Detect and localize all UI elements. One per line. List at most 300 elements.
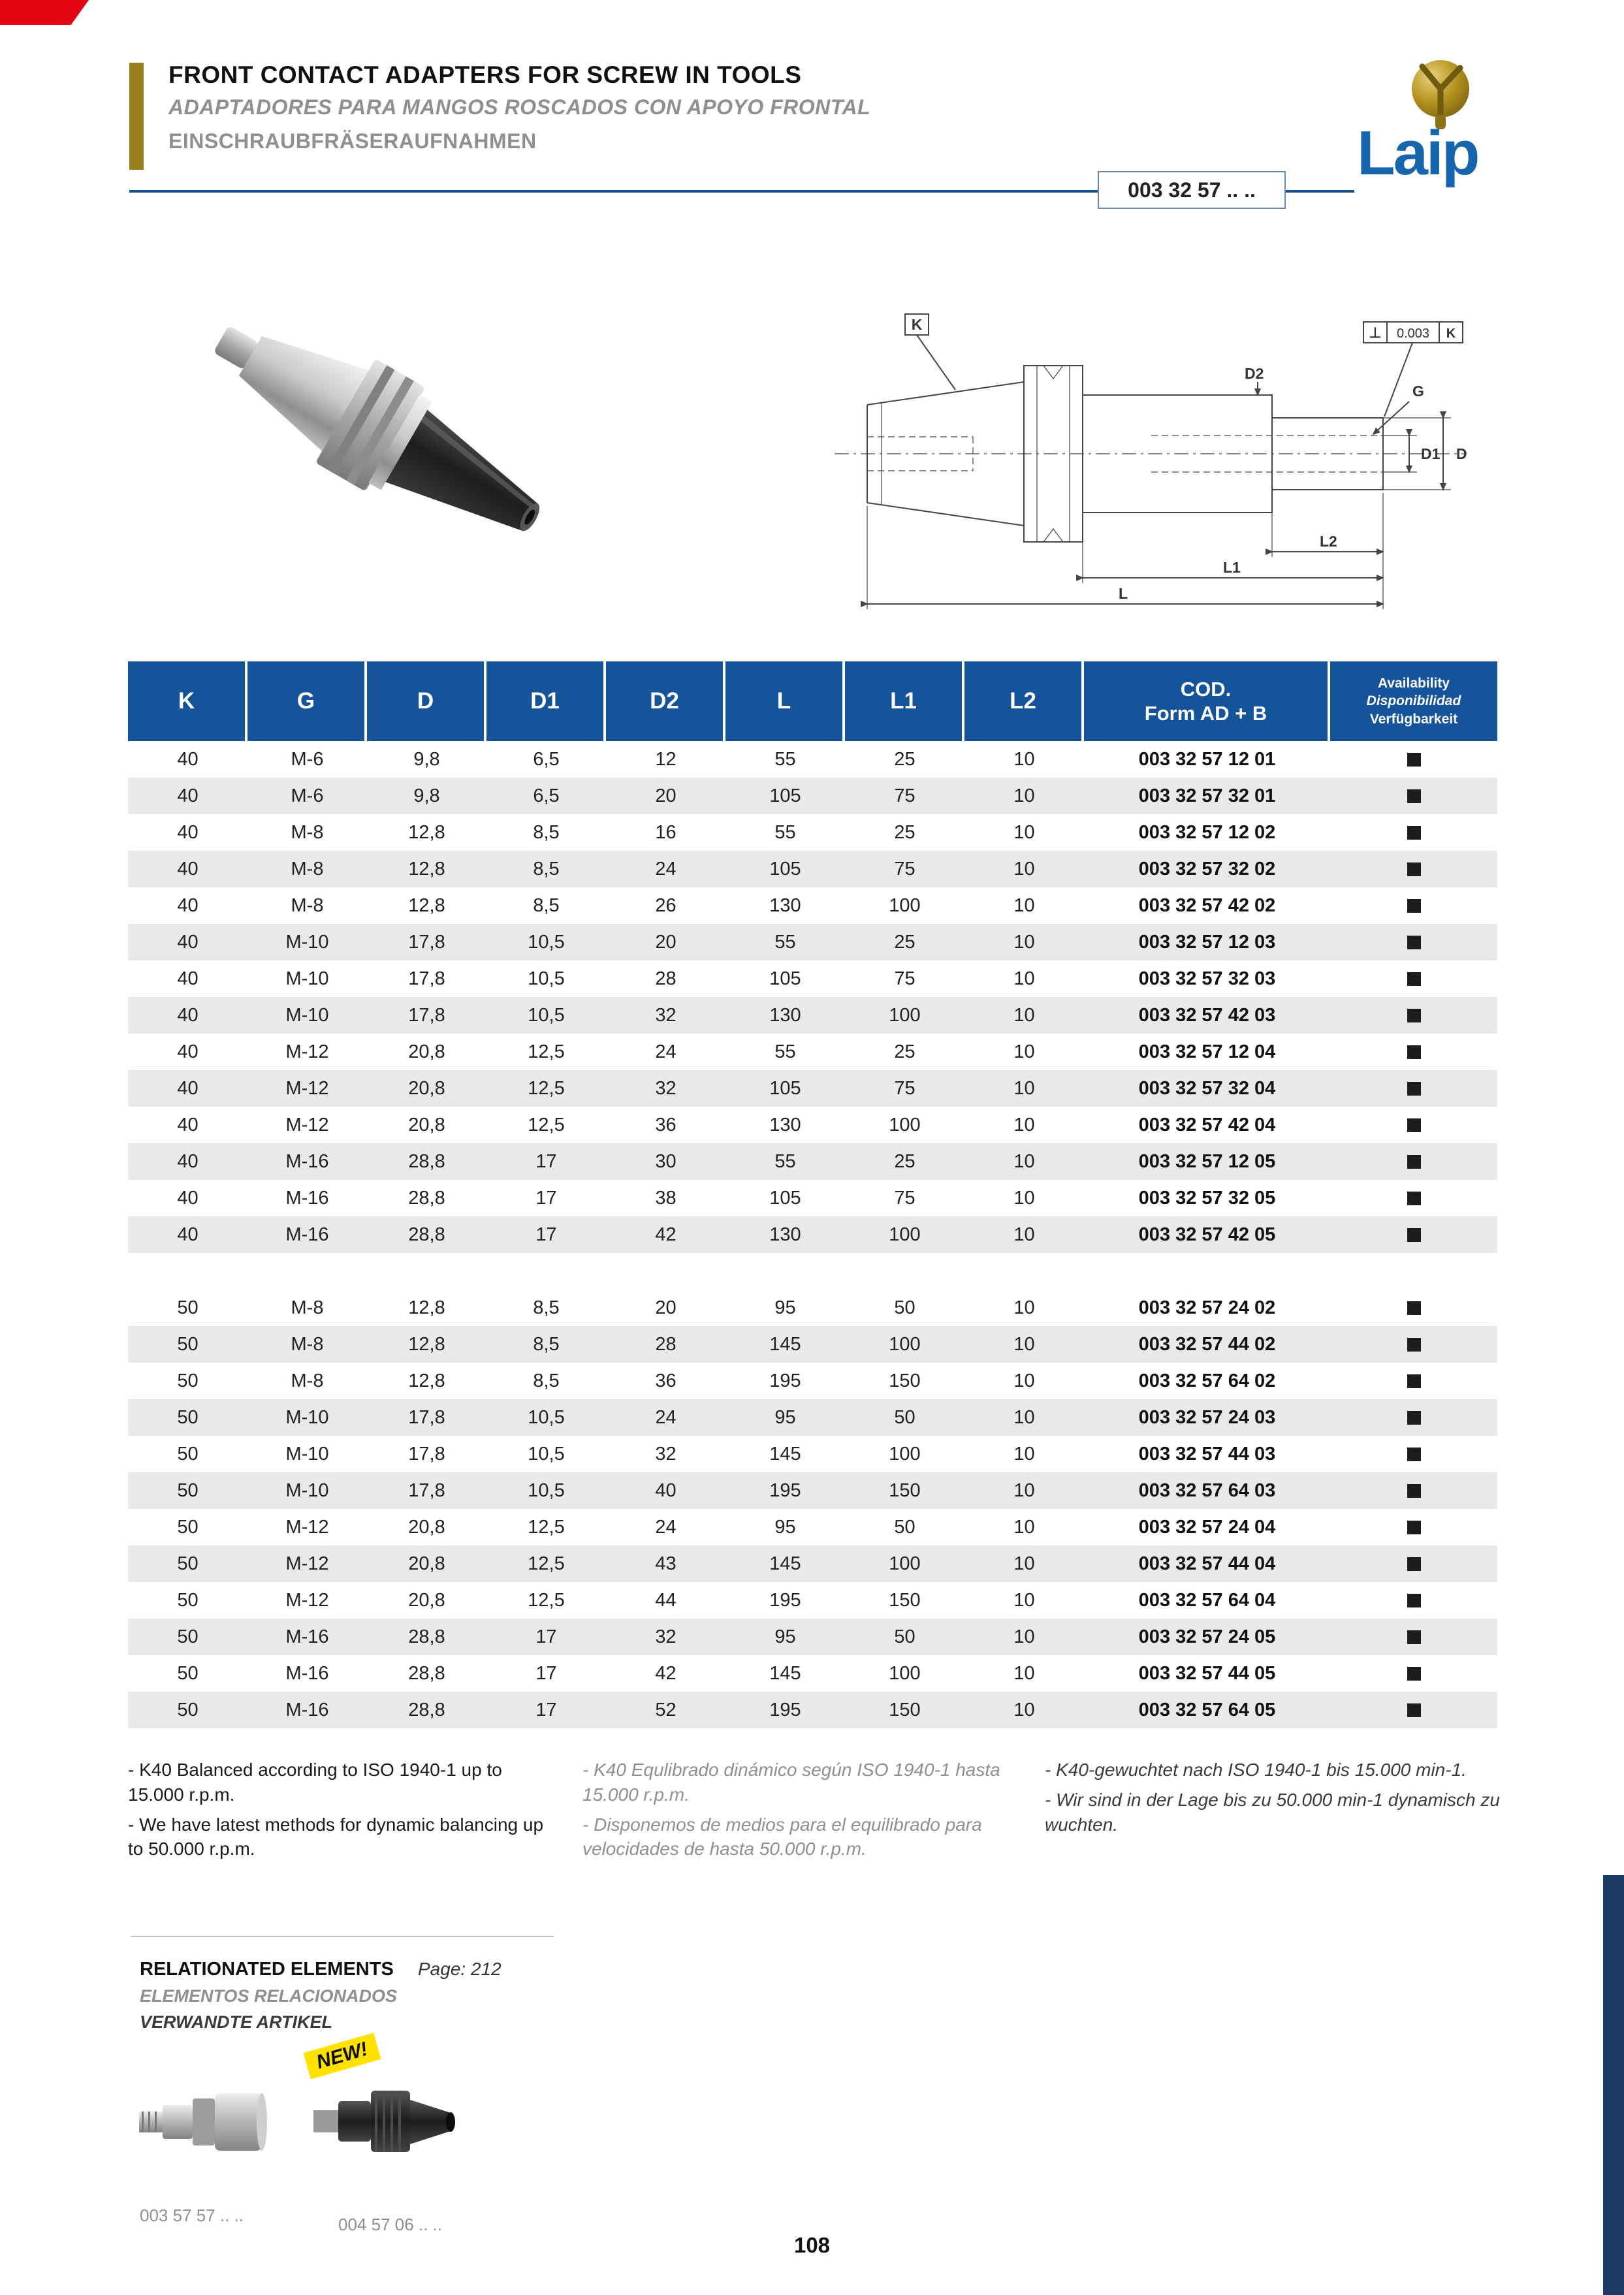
table-row [128,1545,1497,1582]
availability-cell [1330,778,1497,814]
cod-cell: 003 32 57 12 05 [1138,1150,1276,1172]
tolerance-value: 0.003 [1396,326,1430,341]
spec-cell: 10 [1013,1406,1035,1428]
spec-cell: 10 [1013,1297,1035,1318]
spec-cell: 25 [894,1150,915,1172]
col-header-l1: L1 [845,661,964,741]
related-code-2: 004 57 06 .. .. [338,2215,443,2234]
spec-cell: 40 [177,1187,199,1209]
spec-cell: 150 [889,1370,921,1391]
spec-cell: 42 [655,1662,677,1684]
spec-cell: M-10 [285,1004,329,1026]
label-d1: D1 [1421,445,1441,462]
availability-square-icon [1407,1630,1421,1644]
spec-cell: 100 [889,1333,921,1355]
availability-header-de: Verfügbarkeit [1369,711,1458,727]
product-photo [144,274,640,601]
table-row [128,1216,1497,1253]
availability-cell [1330,1034,1497,1070]
spec-cell: 20,8 [408,1553,445,1574]
availability-cell [1330,741,1497,778]
spec-cell: 55 [774,1150,796,1172]
cod-cell: 003 32 57 32 03 [1138,968,1276,989]
availability-square-icon [1407,1338,1421,1352]
cod-cell: 003 32 57 64 05 [1138,1699,1276,1720]
spec-cell: M-8 [291,821,324,843]
spec-cell: 10,5 [528,968,565,989]
availability-square-icon [1407,1594,1421,1607]
spec-cell: 40 [177,894,199,916]
spec-cell: 44 [655,1589,677,1611]
spec-cell: 40 [655,1480,677,1501]
spec-cell: 40 [177,931,199,953]
spec-cell: M-8 [291,1297,324,1318]
spec-cell: 12,5 [528,1041,565,1062]
spec-cell: 12,5 [528,1589,565,1611]
spec-cell: 12,8 [408,894,445,916]
availability-square-icon [1407,1192,1421,1205]
spec-cell: 17,8 [408,1480,445,1501]
spec-cell: 10 [1013,1589,1035,1611]
cod-cell: 003 32 57 24 04 [1138,1516,1276,1538]
table-row [128,1180,1497,1216]
spec-cell: 20,8 [408,1041,445,1062]
spec-cell: 50 [894,1516,915,1538]
spec-cell: 32 [655,1004,677,1026]
label-k: K [911,316,923,333]
spec-cell: 150 [889,1480,921,1501]
product-code-box: 003 32 57 .. .. [1098,171,1286,209]
spec-cell: 10,5 [528,1443,565,1464]
title-accent-bar [129,63,144,170]
spec-cell: 12 [655,748,677,770]
spec-cell: 40 [177,748,199,770]
table-row [128,1619,1497,1655]
spec-cell: 28,8 [408,1150,445,1172]
spec-cell: M-16 [285,1626,329,1647]
label-l: L [1119,585,1128,602]
spec-cell: 17,8 [408,931,445,953]
spec-cell: 42 [655,1224,677,1245]
spec-cell: 10 [1013,821,1035,843]
spec-cell: 24 [655,858,677,879]
table-row [128,778,1497,814]
spec-cell: 95 [774,1406,796,1428]
spec-cell: M-8 [291,1333,324,1355]
cod-header-line2: Form AD + B [1144,702,1267,725]
label-l2: L2 [1320,533,1337,550]
spec-cell: 10 [1013,1114,1035,1135]
cod-cell: 003 32 57 64 02 [1138,1370,1276,1391]
spec-cell: 24 [655,1516,677,1538]
availability-square-icon [1407,899,1421,913]
note-german [1045,1758,1502,1842]
page-title-es: ADAPTADORES PARA MANGOS ROSCADOS CON APOYO FRONTAL [168,95,871,119]
availability-cell [1330,1582,1497,1619]
spec-cell: 25 [894,821,915,843]
spec-cell: 195 [769,1699,801,1720]
cod-cell: 003 32 57 12 01 [1138,748,1276,770]
note-en-line1: - K40 Balanced according to ISO 1940-1 up to 15.000 r.p.m. [128,1760,502,1805]
spec-cell: M-8 [291,858,324,879]
availability-square-icon [1407,1411,1421,1425]
spec-cell: 10 [1013,1150,1035,1172]
spec-cell: M-16 [285,1662,329,1684]
spec-cell: 17 [535,1150,557,1172]
availability-square-icon [1407,789,1421,803]
spec-cell: 50 [894,1626,915,1647]
related-product-photo-1 [134,2057,271,2187]
spec-cell: 55 [774,821,796,843]
related-title-de: VERWANDTE ARTIKEL [140,2012,333,2032]
availability-square-icon [1407,1082,1421,1096]
spec-cell: 32 [655,1443,677,1464]
table-row [128,1034,1497,1070]
availability-square-icon [1407,1448,1421,1461]
table-row [128,1107,1497,1143]
availability-cell [1330,1326,1497,1363]
spec-cell: 55 [774,1041,796,1062]
spec-cell: 17 [535,1224,557,1245]
spec-cell: 50 [177,1333,199,1355]
col-header-k: K [128,661,247,741]
spec-cell: 12,8 [408,1333,445,1355]
spec-cell: 50 [177,1589,199,1611]
spec-cell: 95 [774,1297,796,1318]
spec-cell: 20 [655,785,677,806]
spec-cell: M-16 [285,1150,329,1172]
cod-cell: 003 32 57 24 03 [1138,1406,1276,1428]
spec-cell: 50 [177,1516,199,1538]
spec-cell: 150 [889,1699,921,1720]
spec-cell: 25 [894,931,915,953]
spec-cell: M-10 [285,1480,329,1501]
spec-cell: 20 [655,1297,677,1318]
availability-cell [1330,1545,1497,1582]
spec-cell: 10 [1013,1333,1035,1355]
spec-cell: 8,5 [533,821,560,843]
spec-cell: 10 [1013,1041,1035,1062]
technical-drawing [821,297,1488,637]
spec-cell: 17 [535,1626,557,1647]
spec-cell: 10 [1013,1553,1035,1574]
cod-cell: 003 32 57 64 03 [1138,1480,1276,1501]
page-edge-strip [1603,1875,1624,2295]
spec-cell: 28,8 [408,1187,445,1209]
cod-cell: 003 32 57 32 04 [1138,1077,1276,1099]
spec-cell: 52 [655,1699,677,1720]
spec-cell: 10,5 [528,1004,565,1026]
spec-cell: 10,5 [528,931,565,953]
table-row [128,1363,1497,1399]
availability-cell [1330,1619,1497,1655]
label-d2: D2 [1245,365,1264,382]
availability-square-icon [1407,1228,1421,1242]
availability-square-icon [1407,1667,1421,1681]
table-row [128,1655,1497,1692]
spec-cell: 8,5 [533,1333,560,1355]
spec-cell: M-16 [285,1187,329,1209]
spec-table-header [128,661,1497,741]
spec-cell: 28,8 [408,1224,445,1245]
tool-holder-photo-illustration [144,274,640,601]
availability-cell [1330,1143,1497,1180]
table-row [128,1436,1497,1472]
spec-cell: 40 [177,858,199,879]
spec-cell: M-6 [291,785,324,806]
spec-cell: 8,5 [533,1297,560,1318]
spec-cell: 36 [655,1114,677,1135]
spec-cell: M-10 [285,1406,329,1428]
table-row [128,1509,1497,1545]
spec-cell: 10 [1013,931,1035,953]
laip-logo-text: Laip [1357,118,1478,188]
availability-cell [1330,1472,1497,1509]
spec-cell: 40 [177,968,199,989]
availability-square-icon [1407,1484,1421,1498]
spec-cell: 105 [769,968,801,989]
table-row [128,1692,1497,1728]
note-es-line2: - Disponemos de medios para el equilibrado para velocidades de hasta 50.000 r.p.m. [582,1814,982,1860]
spec-cell: 28,8 [408,1699,445,1720]
spec-cell: 145 [769,1333,801,1355]
spec-cell: 50 [177,1662,199,1684]
spec-cell: 145 [769,1662,801,1684]
cod-cell: 003 32 57 42 05 [1138,1224,1276,1245]
cod-cell: 003 32 57 42 04 [1138,1114,1276,1135]
table-row [128,1326,1497,1363]
spec-cell: 10 [1013,1662,1035,1684]
spec-cell: 50 [177,1443,199,1464]
spec-cell: 16 [655,821,677,843]
availability-square-icon [1407,826,1421,840]
availability-cell [1330,1363,1497,1399]
spec-cell: 30 [655,1150,677,1172]
cod-cell: 003 32 57 44 04 [1138,1553,1276,1574]
spec-cell: 20,8 [408,1516,445,1538]
spec-cell: 50 [177,1553,199,1574]
spec-cell: M-10 [285,968,329,989]
availability-cell [1330,851,1497,887]
table-row [128,1582,1497,1619]
note-english [128,1758,552,1867]
col-header-l: L [725,661,845,741]
spec-cell: M-12 [285,1516,329,1538]
spec-cell: 50 [177,1626,199,1647]
spec-cell: 26 [655,894,677,916]
spec-cell: 10 [1013,785,1035,806]
spec-cell: 40 [177,821,199,843]
col-header-cod [1084,661,1330,741]
tolerance-datum: K [1446,326,1456,341]
spec-cell: 130 [769,894,801,916]
cod-cell: 003 32 57 32 05 [1138,1187,1276,1209]
spec-cell: 150 [889,1589,921,1611]
spec-cell: 10 [1013,1004,1035,1026]
cod-cell: 003 32 57 32 02 [1138,858,1276,879]
label-g: G [1412,383,1424,400]
spec-cell: M-12 [285,1114,329,1135]
spec-cell: M-12 [285,1589,329,1611]
cod-cell: 003 32 57 24 02 [1138,1297,1276,1318]
spec-cell: 100 [889,1553,921,1574]
spec-cell: 130 [769,1224,801,1245]
spec-cell: 10 [1013,1224,1035,1245]
table-row [128,997,1497,1034]
spec-cell: 8,5 [533,1370,560,1391]
related-page-ref: Page: 212 [418,1959,502,1979]
related-divider [131,1936,554,1937]
page-title-de: EINSCHRAUBFRÄSERAUFNAHMEN [168,129,537,153]
cod-cell: 003 32 57 12 02 [1138,821,1276,843]
availability-cell [1330,814,1497,851]
availability-cell [1330,1655,1497,1692]
cod-cell: 003 32 57 42 03 [1138,1004,1276,1026]
cod-cell: 003 32 57 42 02 [1138,894,1276,916]
availability-header-es: Disponibilidad [1366,693,1461,709]
spec-cell: 100 [889,1662,921,1684]
spec-cell: 105 [769,785,801,806]
spec-cell: 28,8 [408,1626,445,1647]
availability-square-icon [1407,972,1421,986]
availability-square-icon [1407,1301,1421,1315]
availability-cell [1330,1070,1497,1107]
cod-cell: 003 32 57 32 01 [1138,785,1276,806]
spec-cell: 10 [1013,1699,1035,1720]
table-row [128,851,1497,887]
spec-cell: 9,8 [413,748,440,770]
dimension-drawing [821,297,1488,637]
spec-cell: 100 [889,1114,921,1135]
tolerance-symbol: ⊥ [1369,324,1382,341]
spec-cell: 195 [769,1480,801,1501]
spec-cell: 12,5 [528,1077,565,1099]
table-row [128,1070,1497,1107]
spec-cell: 100 [889,1224,921,1245]
spec-cell: 12,8 [408,1370,445,1391]
table-row [128,1399,1497,1436]
related-title-es: ELEMENTOS RELACIONADOS [140,1986,398,2006]
spec-cell: 50 [894,1297,915,1318]
spec-cell: 20,8 [408,1077,445,1099]
spec-cell: 17,8 [408,1004,445,1026]
col-header-d1: D1 [486,661,606,741]
spec-cell: 32 [655,1626,677,1647]
spec-cell: 12,8 [408,821,445,843]
laip-logo [1357,57,1507,198]
spec-cell: 100 [889,894,921,916]
table-group-spacer [128,1253,1497,1290]
spec-cell: 10 [1013,1187,1035,1209]
spec-cell: 75 [894,858,915,879]
spec-cell: 40 [177,1077,199,1099]
availability-square-icon [1407,1045,1421,1059]
spec-cell: 105 [769,1187,801,1209]
spec-cell: 10 [1013,968,1035,989]
new-badge: NEW! [303,2033,381,2079]
spec-cell: 28 [655,968,677,989]
spec-cell: 10 [1013,1626,1035,1647]
table-row [128,814,1497,851]
spec-cell: 10 [1013,1370,1035,1391]
table-row [128,1143,1497,1180]
spec-cell: 12,5 [528,1114,565,1135]
availability-cell [1330,1107,1497,1143]
spec-cell: 17,8 [408,1406,445,1428]
label-d: D [1456,445,1467,462]
spec-cell: 12,5 [528,1516,565,1538]
col-header-availability [1330,661,1497,741]
spec-cell: 40 [177,1224,199,1245]
page-title-en: FRONT CONTACT ADAPTERS FOR SCREW IN TOOLS [168,61,802,88]
spec-cell: 17 [535,1187,557,1209]
spec-cell: 8,5 [533,894,560,916]
spec-cell: 50 [177,1699,199,1720]
cod-cell: 003 32 57 64 04 [1138,1589,1276,1611]
spec-cell: 28,8 [408,1662,445,1684]
spec-cell: 10 [1013,1480,1035,1501]
availability-square-icon [1407,1155,1421,1169]
availability-square-icon [1407,1557,1421,1571]
spec-cell: 20,8 [408,1589,445,1611]
spec-cell: 8,5 [533,858,560,879]
spec-cell: 50 [177,1370,199,1391]
cod-cell: 003 32 57 44 05 [1138,1662,1276,1684]
col-header-l2: L2 [964,661,1084,741]
cod-cell: 003 32 57 44 02 [1138,1333,1276,1355]
availability-cell [1330,1399,1497,1436]
spec-cell: 12,5 [528,1553,565,1574]
spec-cell: 50 [894,1406,915,1428]
spec-cell: 75 [894,1077,915,1099]
spec-cell: 105 [769,858,801,879]
spec-cell: 40 [177,1114,199,1135]
note-de-line1: - K40-gewuchtet nach ISO 1940-1 bis 15.000 min-1. [1045,1760,1467,1780]
spec-cell: 10 [1013,1516,1035,1538]
note-en-line2: - We have latest methods for dynamic balancing up to 50.000 r.p.m. [128,1814,544,1860]
availability-cell [1330,1509,1497,1545]
table-row [128,960,1497,997]
spec-cell: 12,8 [408,1297,445,1318]
note-de-line2: - Wir sind in der Lage bis zu 50.000 min-1 dynamisch zu wuchten. [1045,1789,1500,1835]
availability-cell [1330,960,1497,997]
cod-cell: 003 32 57 12 03 [1138,931,1276,953]
cod-cell: 003 32 57 44 03 [1138,1443,1276,1464]
spec-cell: 40 [177,1041,199,1062]
spec-cell: M-8 [291,1370,324,1391]
spec-cell: 105 [769,1077,801,1099]
related-product-1-illustration [134,2057,271,2187]
table-row [128,887,1497,924]
spec-cell: M-6 [291,748,324,770]
cod-header-line1: COD. [1180,677,1232,701]
availability-square-icon [1407,1374,1421,1388]
cod-cell: 003 32 57 12 04 [1138,1041,1276,1062]
spec-cell: 95 [774,1626,796,1647]
availability-square-icon [1407,1703,1421,1717]
related-code-1: 003 57 57 .. .. [140,2206,244,2225]
spec-cell: 145 [769,1553,801,1574]
availability-header-en: Availability [1377,676,1450,691]
spec-cell: M-10 [285,1443,329,1464]
col-header-d: D [367,661,486,741]
table-row [128,1472,1497,1509]
spec-cell: 10,5 [528,1406,565,1428]
spec-cell: M-16 [285,1224,329,1245]
note-spanish [582,1758,1013,1867]
spec-cell: M-10 [285,931,329,953]
spec-cell: 17,8 [408,1443,445,1464]
